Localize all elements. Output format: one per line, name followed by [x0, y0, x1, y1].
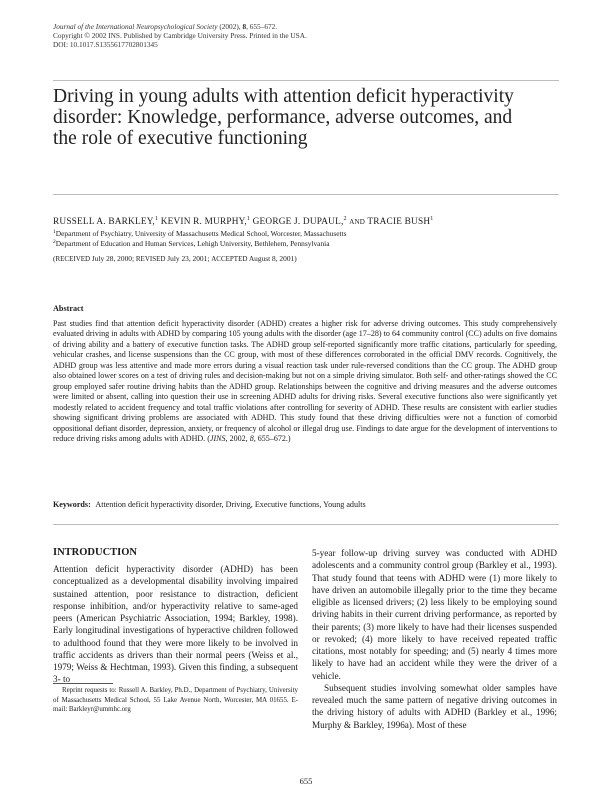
affiliation: $^1$Department of Psychiatry, University of Massachusetts Medical School, Worcester, Massachusetts: [53, 229, 347, 238]
journal-citation: Journal of the International Neuropsychological Society (2002), 8, 655–672.: [53, 22, 278, 31]
running-header: [53, 22, 307, 50]
abstract-heading: Abstract: [53, 304, 84, 313]
keywords: [53, 500, 366, 509]
keywords-label: Keywords:: [53, 500, 91, 509]
affiliation: $^2$Department of Education and Human Services, Lehigh University, Bethlehem, Pennsylvania: [53, 239, 330, 248]
page-number: 655: [299, 776, 313, 786]
keywords-text: Attention deficit hyperactivity disorder, Driving, Executive functions, Young adults: [95, 500, 366, 509]
author-name: RUSSELL A. BARKLEY,: [53, 217, 155, 227]
title-divider: [53, 194, 559, 195]
section-heading-introduction: INTRODUCTION: [53, 547, 138, 558]
author-affil-sup: 1: [430, 216, 434, 222]
copyright-line: Copyright © 2002 INS. Published by Cambridge University Press. Printed in the USA.: [53, 31, 307, 41]
author-name: TRACIE BUSH: [367, 217, 431, 227]
author-name: GEORGE J. DUPAUL,: [252, 217, 344, 227]
author-affil-sup: 1: [246, 216, 251, 222]
paragraph: 5-year follow-up driving survey was conducted with ADHD adolescents and a community control group (Barkley et al., 1993). That study found that teens with ADHD were (1) more likely to have driven an automobile illegally prior to the time they became eligible as licensed drivers; (2) less likely to be employing sound driving habits in their current driving performance, as reported by their parents; (3) more likely to have had their licenses suspended or revoked; (4) more likely to have received repeated traffic citations, most notably for speeding; and (5) nearly 4 times more likely to have had an accident while they were the driver of a vehicle.: [312, 548, 557, 681]
header-divider: [53, 80, 559, 81]
author-name: KEVIN R. MURPHY,: [160, 217, 247, 227]
paragraph: Subsequent studies involving somewhat older samples have revealed much the same pattern of negative driving outcomes in the driving history of adults with ADHD (Barkley et al., 1996; Murphy & Barkley, 1996a). Most of these: [312, 682, 557, 730]
reprint-footnote: Reprint requests to: Russell A. Barkley, Ph.D., Department of Psychiatry, University of Massachusetts Medical School, 55 Lake Avenue North, Worcester, MA 01655. E-mail: Barkleyr@ummhc.org: [53, 687, 298, 713]
abstract-divider: [53, 524, 559, 525]
author-conjunction: AND: [349, 218, 365, 226]
author-list: [53, 216, 433, 227]
article-title: Driving in young adults with attention deficit hyperactivity disorder: Knowledge, performance, adverse outcomes, and the role of executive functioning: [53, 86, 514, 149]
body-column-left: Attention deficit hyperactivity disorder (ADHD) has been conceptualized as a developmental disability involving impaired sustained attention, poor resistance to distraction, deficient response inhibition, and/or hyperactivity relative to same-aged peers (American Psychiatric Association, 1994; Barkley, 1998). Early longitudinal investigations of hyperactive children followed to adulthood found that they were more likely to be involved in traffic accidents as drivers than their normal peers (Weiss et al., 1979; Weiss & Hechtman, 1993). Given this finding, a subsequent 3- to: [53, 564, 298, 685]
received-dates: (RECEIVED July 28, 2000; REVISED July 23, 2001; ACCEPTED August 8, 2001): [53, 254, 297, 263]
footnote-divider: [53, 683, 113, 684]
abstract-body: Past studies find that attention deficit hyperactivity disorder (ADHD) creates a higher risk for adverse driving outcomes. This study comprehensively evaluated driving in adults with ADHD by comparing 105 young adults with the disorder (age 17–28) to 64 community control (CC) adults on five domains of driving ability and a battery of executive function tasks. The ADHD group self-reported significantly more traffic citations, particularly for speeding, vehicular crashes, and license suspensions than the CC group, with most of these differences corroborated in the official DMV records. Cognitively, the ADHD group was less attentive and made more errors during a visual reaction task under rule-reversed conditions than the CC group. The ADHD group also obtained lower scores on a test of driving rules and decision-making but not on a simple driving simulator. Both self- and other-ratings showed the CC group employed safer routine driving habits than the ADHD group. Relationships between the cognitive and driving measures and the adverse outcomes were limited or absent, calling into question their use in screening ADHD adults for driving risks. Several executive functions also were significantly yet modestly related to accident frequency and total traffic violations after controlling for severity of ADHD. These results are consistent with earlier studies showing significant driving problems are associated with ADHD. This study found that these driving difficulties were not a function of comorbid oppositional defiant disorder, depression, anxiety, or frequency of alcohol or illegal drug use. Findings to date argue for the development of interventions to reduce driving risks among adults with ADHD. (JINS, 2002, 8, 655–672.): [53, 319, 557, 443]
author-affil-sup: 2: [343, 216, 347, 222]
doi-line: DOI: 10.1017.S1355617702801345: [53, 40, 158, 50]
body-column-right: [312, 547, 557, 731]
author-affil-sup: 1: [154, 216, 159, 222]
